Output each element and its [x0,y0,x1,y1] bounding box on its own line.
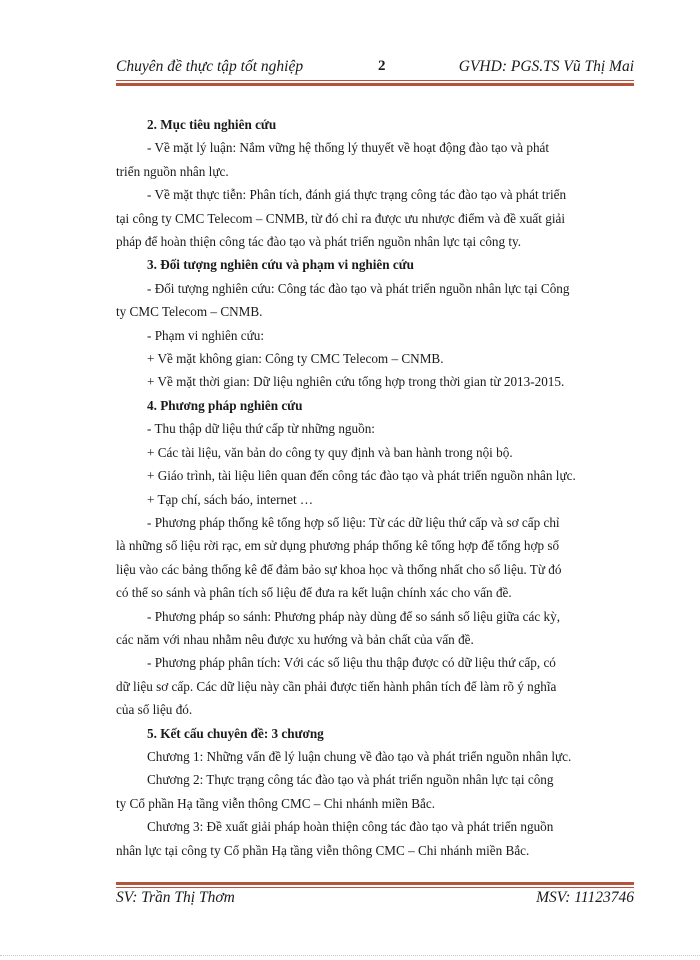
paragraph-cont: các năm với nhau nhằm nêu được xu hướng và bản chất của vấn đề. [116,631,474,647]
page-break-divider [0,955,700,956]
paragraph-cont: liệu vào các bảng thống kê để đảm bảo sự khoa học và thống nhất cho số liệu. Từ đó [116,561,562,577]
footer-rule-thin [116,887,634,888]
paragraph: - Phương pháp so sánh: Phương pháp này dùng để so sánh số liệu giữa các kỳ, [147,608,561,624]
page-header [116,56,634,80]
footer-student-id: MSV: 11123746 [536,889,634,906]
paragraph-cont: là những số liệu rời rạc, em sử dụng phương pháp thống kê tổng hợp để tổng hợp số [116,538,560,554]
paragraph-cont: triển nguồn nhân lực. [116,163,229,179]
paragraph: - Về mặt lý luận: Nắm vững hệ thống lý thuyết về hoạt động đào tạo và phát [147,140,550,156]
header-rule-thick [116,83,634,86]
header-advisor: GVHD: PGS.TS Vũ Thị Mai [458,58,634,75]
document-body [116,113,634,862]
paragraph: + Giáo trình, tài liệu liên quan đến công tác đào tạo và phát triển nguồn nhân lực. [147,468,576,484]
paragraph-cont: có thể so sánh và phân tích số liệu để đưa ra kết luận chính xác cho vấn đề. [116,585,512,601]
paragraph: - Thu thập dữ liệu thứ cấp từ những nguồn: [147,421,375,437]
header-rule-thin [116,80,634,81]
paragraph: + Về mặt không gian: Công ty CMC Telecom – CNMB. [147,351,444,367]
page-footer [116,889,634,911]
paragraph-cont: tại công ty CMC Telecom – CNMB, từ đó chỉ ra được ưu nhược điểm và đề xuất giải [116,210,566,226]
section-3-heading: 3. Đối tượng nghiên cứu và phạm vi nghiên cứu [147,257,415,273]
paragraph: + Các tài liệu, văn bản do công ty quy định và ban hành trong nội bộ. [147,444,513,460]
paragraph: Chương 3: Đề xuất giải pháp hoàn thiện công tác đào tạo và phát triển nguồn [147,819,554,835]
page-number: 2 [378,58,386,74]
paragraph-cont: ty Cổ phần Hạ tầng viễn thông CMC – Chi nhánh miền Bắc. [116,795,436,811]
section-2-heading: 2. Mục tiêu nghiên cứu [147,117,277,132]
paragraph: Chương 1: Những vấn đề lý luận chung về đào tạo và phát triển nguồn nhân lực. [147,748,572,764]
section-4-heading: 4. Phương pháp nghiên cứu [147,397,303,413]
paragraph: - Phạm vi nghiên cứu: [147,327,265,343]
paragraph: - Về mặt thực tiễn: Phân tích, đánh giá thực trạng công tác đào tạo và phát triển [147,187,567,203]
paragraph-cont: ty CMC Telecom – CNMB. [116,304,263,320]
header-title: Chuyên đề thực tập tốt nghiệp [116,58,304,75]
footer-student: SV: Trần Thị Thơm [116,889,235,906]
section-5-heading: 5. Kết cấu chuyên đề: 3 chương [147,725,324,741]
paragraph-cont: nhân lực tại công ty Cổ phần Hạ tầng viễn thông CMC – Chi nhánh miền Bắc. [116,842,530,858]
paragraph: Chương 2: Thực trạng công tác đào tạo và phát triển nguồn nhân lực tại công [147,772,554,788]
paragraph: - Phương pháp phân tích: Với các số liệu thu thập được có dữ liệu thứ cấp, có [147,655,556,671]
paragraph: + Tạp chí, sách báo, internet … [147,491,314,507]
paragraph-cont: dữ liệu sơ cấp. Các dữ liệu này cần phải được tiến hành phân tích để làm rõ ý nghĩa [116,678,557,694]
paragraph-cont: của số liệu đó. [116,702,193,718]
paragraph: + Về mặt thời gian: Dữ liệu nghiên cứu tổng hợp trong thời gian từ 2013-2015. [147,374,565,390]
footer-rule-thick [116,882,634,885]
paragraph-cont: pháp để hoàn thiện công tác đào tạo và phát triển nguồn nhân lực tại công ty. [116,234,522,250]
paragraph: - Đối tượng nghiên cứu: Công tác đào tạo và phát triển nguồn nhân lực tại Công [147,280,570,296]
paragraph: - Phương pháp thống kê tổng hợp số liệu: Từ các dữ liệu thứ cấp và sơ cấp chỉ [147,514,560,530]
